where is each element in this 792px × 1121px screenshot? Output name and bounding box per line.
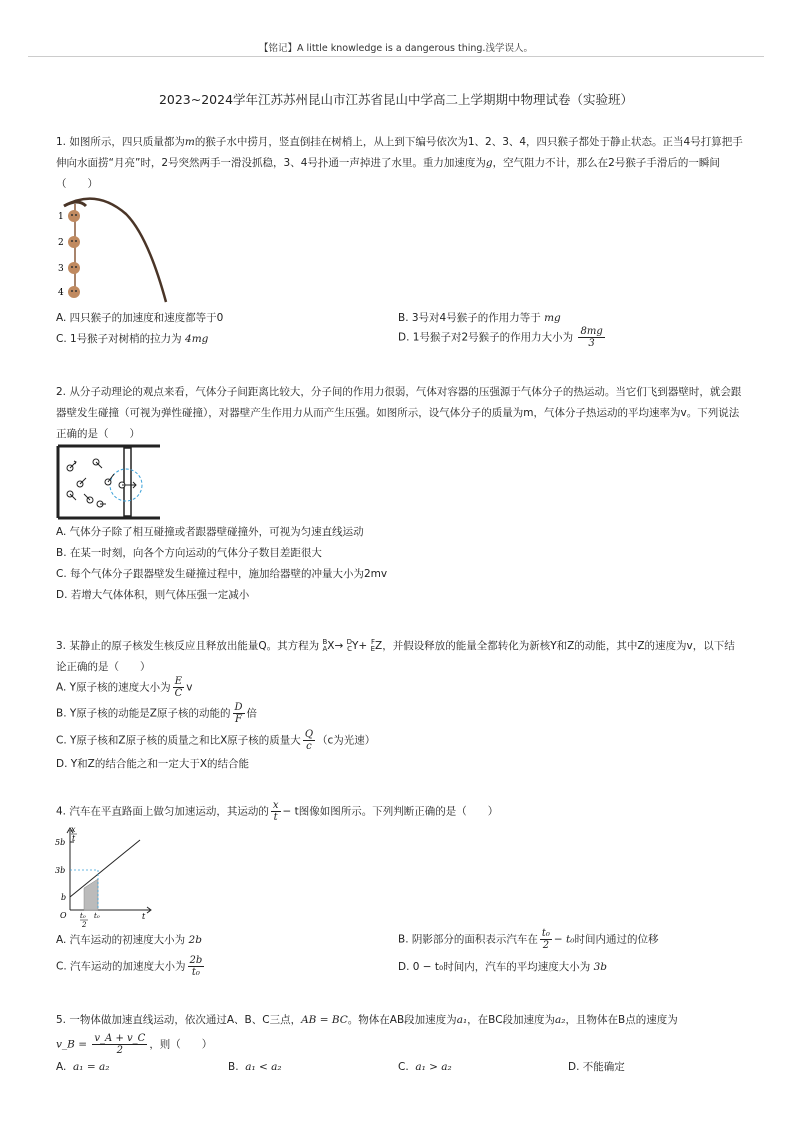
q2-line3: 正确的是（ ） xyxy=(56,428,140,440)
monkey-label-1: 1 xyxy=(58,212,64,222)
tick-b: b xyxy=(61,893,67,902)
q4-stem: 4. 汽车在平直路面上做匀加速运动，其运动的 $\frac{x}{t}$ − t图像如图所示。下列判断正确的是（ ） xyxy=(56,800,499,823)
monkey-label-3: 3 xyxy=(58,264,64,274)
header-divider xyxy=(28,56,764,57)
monkey-label-4: 4 xyxy=(58,288,64,298)
q2-line2: 器壁发生碰撞（可视为弹性碰撞），对器壁产生作用力从而产生压强。如图所示，设气体分子的质量为m，气体分子热运动的平均速率为v。下列说法 xyxy=(56,407,740,419)
q4-option-d: D. 0 − t₀时间内，汽车的平均速度大小为 3b xyxy=(398,961,607,973)
page-title: 2023~2024学年江苏苏州昆山市江苏省昆山中学高二上学期期中物理试卷（实验班） xyxy=(158,92,634,107)
q3-line2: 论正确的是（ ） xyxy=(56,661,151,673)
q4-option-b: B. 阴影部分的面积表示汽车在 $\frac{\text{t₀}}{2}$ − t₀时间内通过的位移 xyxy=(398,928,659,951)
piston xyxy=(124,448,131,516)
y-axis-label-num: x xyxy=(71,825,76,834)
q5-option-b: B. a₁ < a₂ xyxy=(228,1061,282,1073)
q3-option-a: A. Y原子核的速度大小为 $\frac{E}{C}$ v xyxy=(56,676,193,699)
q3-option-c: C. Y原子核和Z原子核的质量之和比X原子核的质量大 $\frac{Q}{c}$ （c为光速） xyxy=(56,729,376,752)
origin-label: O xyxy=(60,911,67,920)
y-axis-label-den: t xyxy=(72,834,76,843)
q5-stem: 5. 一物体做加速直线运动，依次通过A、B、C三点，AB = BC。物体在AB段加速度为a₁，在BC段加速度为a₂，且物体在B点的速度为 v_B = $\frac{v\_A + v\_C}{2}$ ，则（ ） xyxy=(56,1014,678,1056)
q2-stem xyxy=(56,382,746,445)
tick-3b: 3b xyxy=(55,866,66,875)
nuclide-z-indices: F E xyxy=(370,638,376,653)
q4-option-c: C. 汽车运动的加速度大小为 $\frac{2b}{\text{t₀}}$ xyxy=(56,955,203,978)
q1-stem-a: 1. 如图所示，四只质量都为 xyxy=(56,136,185,148)
q1-option-b: B. 3号对4号猴子的作用力等于 mg xyxy=(398,312,561,324)
q2-option-d: D. 若增大气体体积，则气体压强一定减小 xyxy=(56,589,250,601)
q4-graph xyxy=(54,824,158,930)
q3-option-d: D. Y和Z的结合能之和一定大于X的结合能 xyxy=(56,758,250,770)
q2-gas-container-figure xyxy=(56,444,162,520)
nuclide-y-indices: D C xyxy=(346,638,353,653)
graph-line xyxy=(70,840,140,897)
q2-option-b: B. 在某一时刻，向各个方向运动的气体分子数目差距很大 xyxy=(56,547,322,559)
q3-option-b: B. Y原子核的动能是Z原子核的动能的 $\frac{D}{F}$ 倍 xyxy=(56,702,258,725)
q5-option-a: A. a₁ = a₂ xyxy=(56,1061,110,1073)
q3-stem: 3. 某静止的原子核发生核反应且释放出能量Q。其方程为 B A X→ D C Y+ F E Z，并假设释放的能量全都转化为新核Y和Z的动能，其中Z的速度为v，以下结 论正确的是（ ） xyxy=(56,636,746,678)
monkey-label-2: 2 xyxy=(58,238,64,248)
q1-option-c: C. 1号猴子对树梢的拉力为 4mg xyxy=(56,333,209,345)
tick-t0: t₀ xyxy=(94,912,100,920)
tick-5b: 5b xyxy=(55,838,66,847)
q2-option-c: C. 每个气体分子跟器壁发生碰撞过程中，施加给器壁的冲量大小为2mv xyxy=(56,568,388,580)
q1-stem-b: 的猴子水中捞月，竖直倒挂在树梢上，从上到下编号依次为1、2、3、4，四只猴子都处于静止状态。正当4号打算把手 xyxy=(194,136,743,148)
q1-var-g: g xyxy=(485,157,493,169)
q1-option-d: D. 1号猴子对2号猴子的作用力大小为 $\frac{8mg}{3}$ xyxy=(398,326,603,349)
tick-t0-half-num: t₀ xyxy=(80,912,86,920)
monkey-2 xyxy=(68,236,80,248)
tick-t0-half-den: 2 xyxy=(82,921,87,929)
q5-option-d: D. 不能确定 xyxy=(568,1061,625,1073)
q4-option-a: A. 汽车运动的初速度大小为 2b xyxy=(56,934,202,946)
monkey-chain xyxy=(68,204,80,298)
q1-var-m: m xyxy=(184,136,195,148)
monkey-4 xyxy=(68,286,80,298)
q1-line2-a: 伸向水面捞“月亮”时，2号突然两手一滑没抓稳，3、4号扑通一声掉进了水里。重力加速度为 xyxy=(56,157,486,169)
q5-option-c: C. a₁ > a₂ xyxy=(398,1061,452,1073)
q1-option-a: A. 四只猴子的加速度和速度都等于0 xyxy=(56,312,224,324)
q1-stem xyxy=(56,132,746,195)
q1-monkey-figure xyxy=(56,194,176,306)
monkey-3 xyxy=(68,262,80,274)
monkey-1 xyxy=(68,210,80,222)
nuclide-x-indices: B A xyxy=(322,638,328,653)
q2-option-a: A. 气体分子除了相互碰撞或者跟器壁碰撞外，可视为匀速直线运动 xyxy=(56,526,364,538)
header-note: 【铭记】A little knowledge is a dangerous thing.浅学误人。 xyxy=(259,43,533,54)
x-axis-label: t xyxy=(142,912,146,921)
q1-paren: （ ） xyxy=(56,178,98,190)
q2-line1: 2. 从分子动理论的观点来看，气体分子间距离比较大，分子间的作用力很弱，气体对容器的压强源于气体分子的热运动。当它们飞到器壁时，就会跟 xyxy=(56,386,742,398)
q1-line2-b: ，空气阻力不计，那么在2号猴子手滑后的一瞬间 xyxy=(492,157,720,169)
